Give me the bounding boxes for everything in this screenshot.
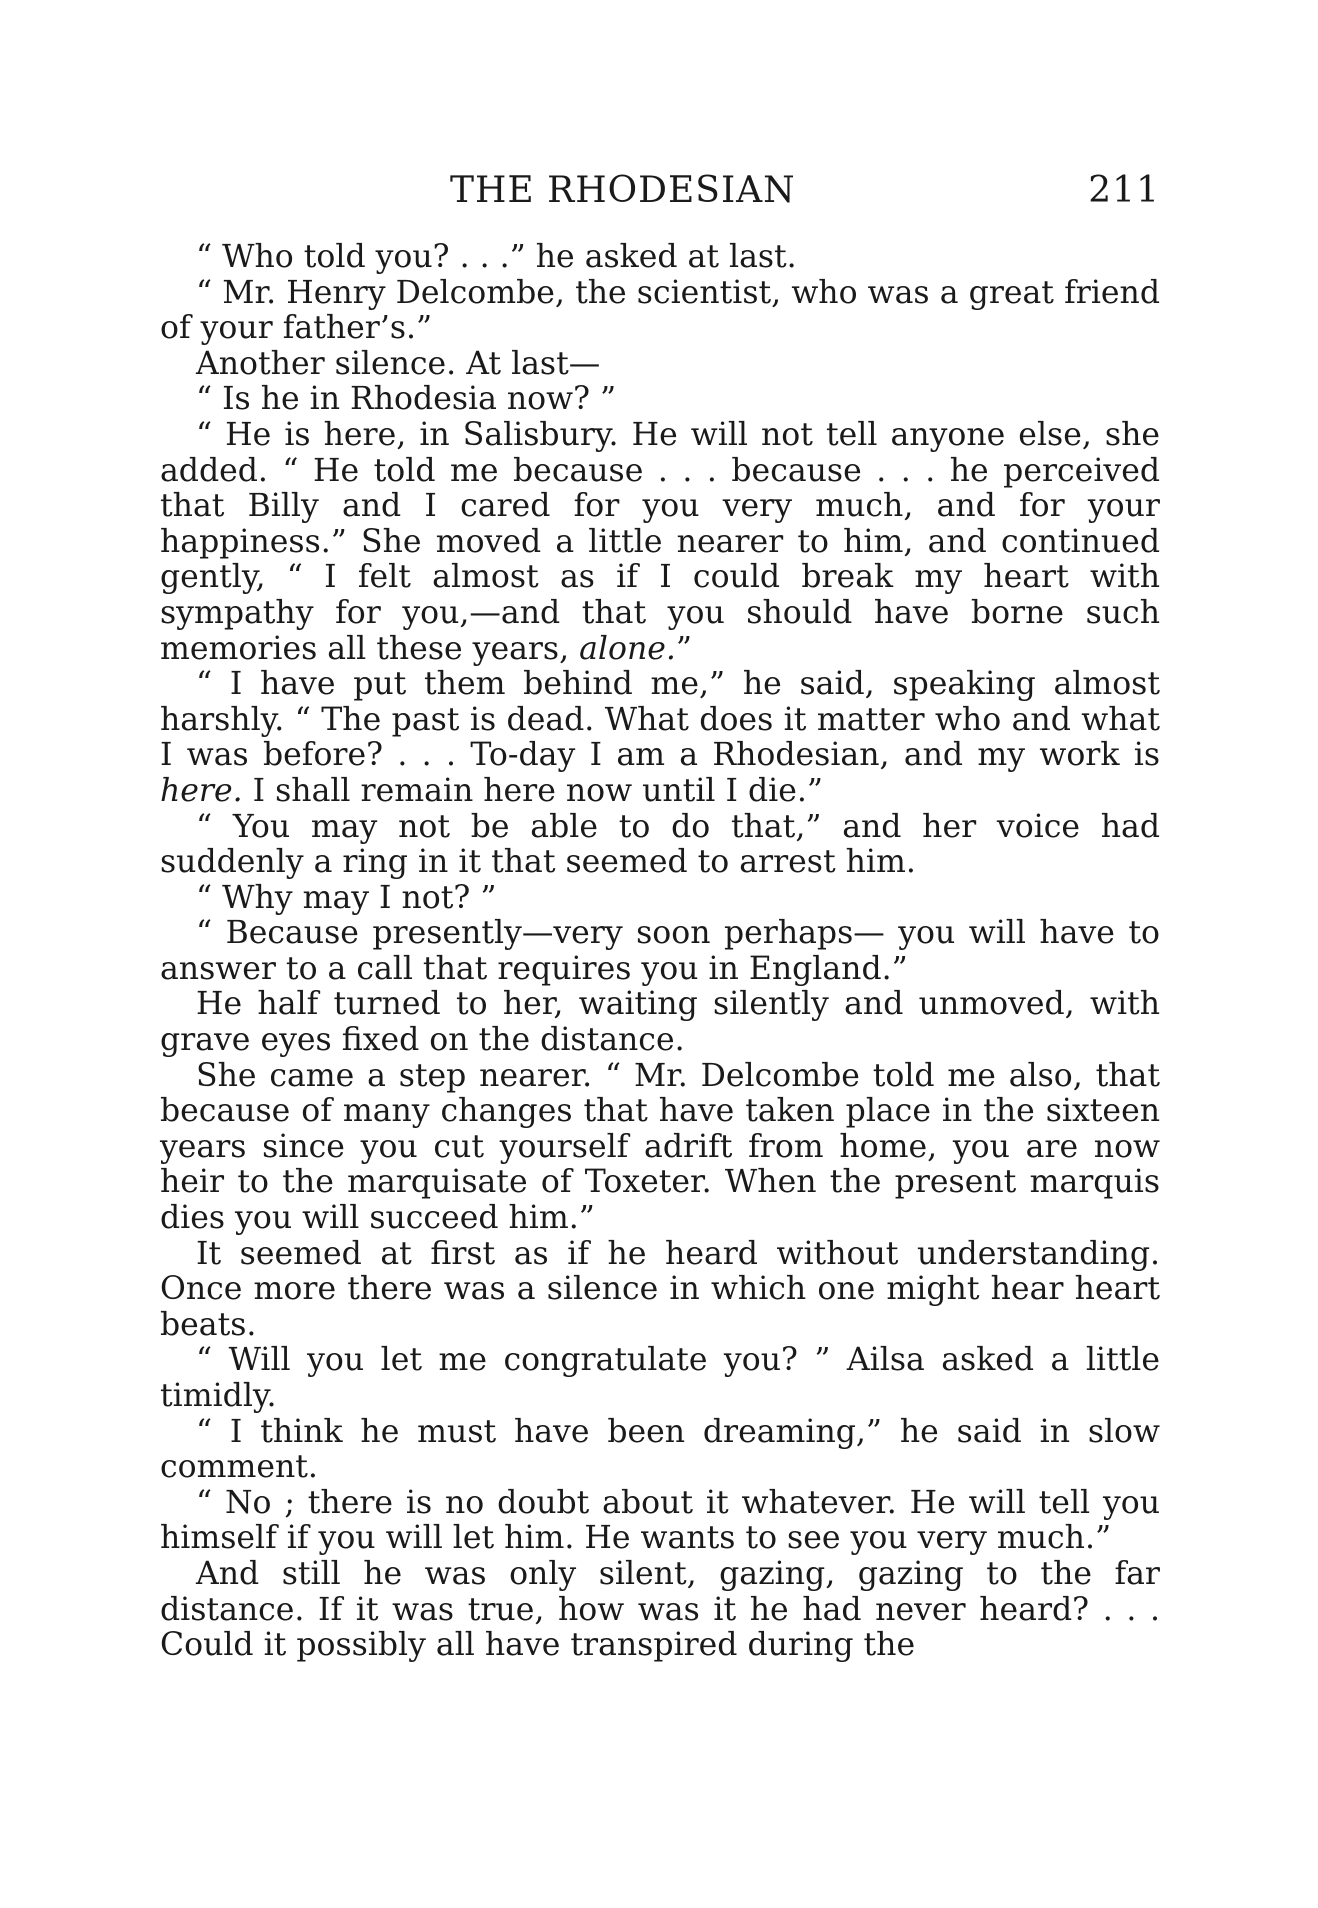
paragraph: “ Mr. Henry Delcombe, the scientist, who was a great friend of your father’s.” xyxy=(160,274,1160,347)
quote-close: ” xyxy=(675,630,692,667)
paragraph xyxy=(160,667,1160,809)
paragraph: “ No ; there is no doubt about it whatever. He will tell you himself if you will let him. He wants to see you very much.” xyxy=(160,1484,1160,1557)
paragraph-tail: I shall remain here now until I die.” xyxy=(242,772,823,809)
paragraph: “ You may not be able to do that,” and her voice had suddenly a ring in it that seemed to arrest him. xyxy=(160,808,1160,881)
page-header xyxy=(160,170,1160,220)
paragraph-text: “ He is here, in Salisbury. He will not tell anyone else, she added. “ He told me because . . . because . . . he perceived that Billy and I cared for you very much, and for your happiness.” She moved a little nearer to him, and continued gently, “ I felt almost as if I could break my heart with sympathy for you,—and that you should have borne such memories all these years, xyxy=(160,416,1160,667)
running-title: THE RHODESIAN xyxy=(450,170,796,211)
paragraph: “ Is he in Rhodesia now? ” xyxy=(196,381,617,418)
paragraph: “ Because presently—very soon perhaps— you will have to answer to a call that requires you in England.” xyxy=(160,915,1160,987)
paragraph: “ Why may I not? ” xyxy=(196,879,497,916)
page-number: 211 xyxy=(1088,170,1160,211)
paragraph: It seemed at first as if he heard without understanding. Once more there was a silence in which one might hear heart beats. xyxy=(160,1235,1160,1343)
body-text xyxy=(160,240,1160,1664)
paragraph: And still he was only silent, gazing, gazing to the far distance. If it was true, how was it he had never heard? . . . Could it possibly all have transpired during the xyxy=(160,1555,1160,1664)
emphasized-word: alone. xyxy=(579,630,676,667)
paragraph: He half turned to her, waiting silently and unmoved, with grave eyes fixed on the distance. xyxy=(160,986,1160,1059)
paragraph: “ Who told you? . . .” he asked at last. xyxy=(196,239,797,275)
paragraph: Another silence. At last— xyxy=(196,345,601,382)
paragraph: “ I think he must have been dreaming,” he said in slow comment. xyxy=(160,1413,1160,1486)
paragraph: “ Will you let me congratulate you? ” Ailsa asked a little timidly. xyxy=(160,1342,1160,1414)
paragraph-text: “ I have put them behind me,” he said, speaking almost harshly. “ The past is dead. What does it matter who and what I was before? . . . To-day I am a Rhodesian, and my work is xyxy=(160,666,1160,774)
paragraph xyxy=(160,418,1160,667)
paragraph: She came a step nearer. “ Mr. Delcombe told me also, that because of many changes that have taken place in the sixteen years since you cut yourself adrift from home, you are now heir to the marquisate of Toxeter. When the present marquis dies you will succeed him.” xyxy=(160,1057,1160,1237)
emphasized-word: here. xyxy=(160,772,243,809)
